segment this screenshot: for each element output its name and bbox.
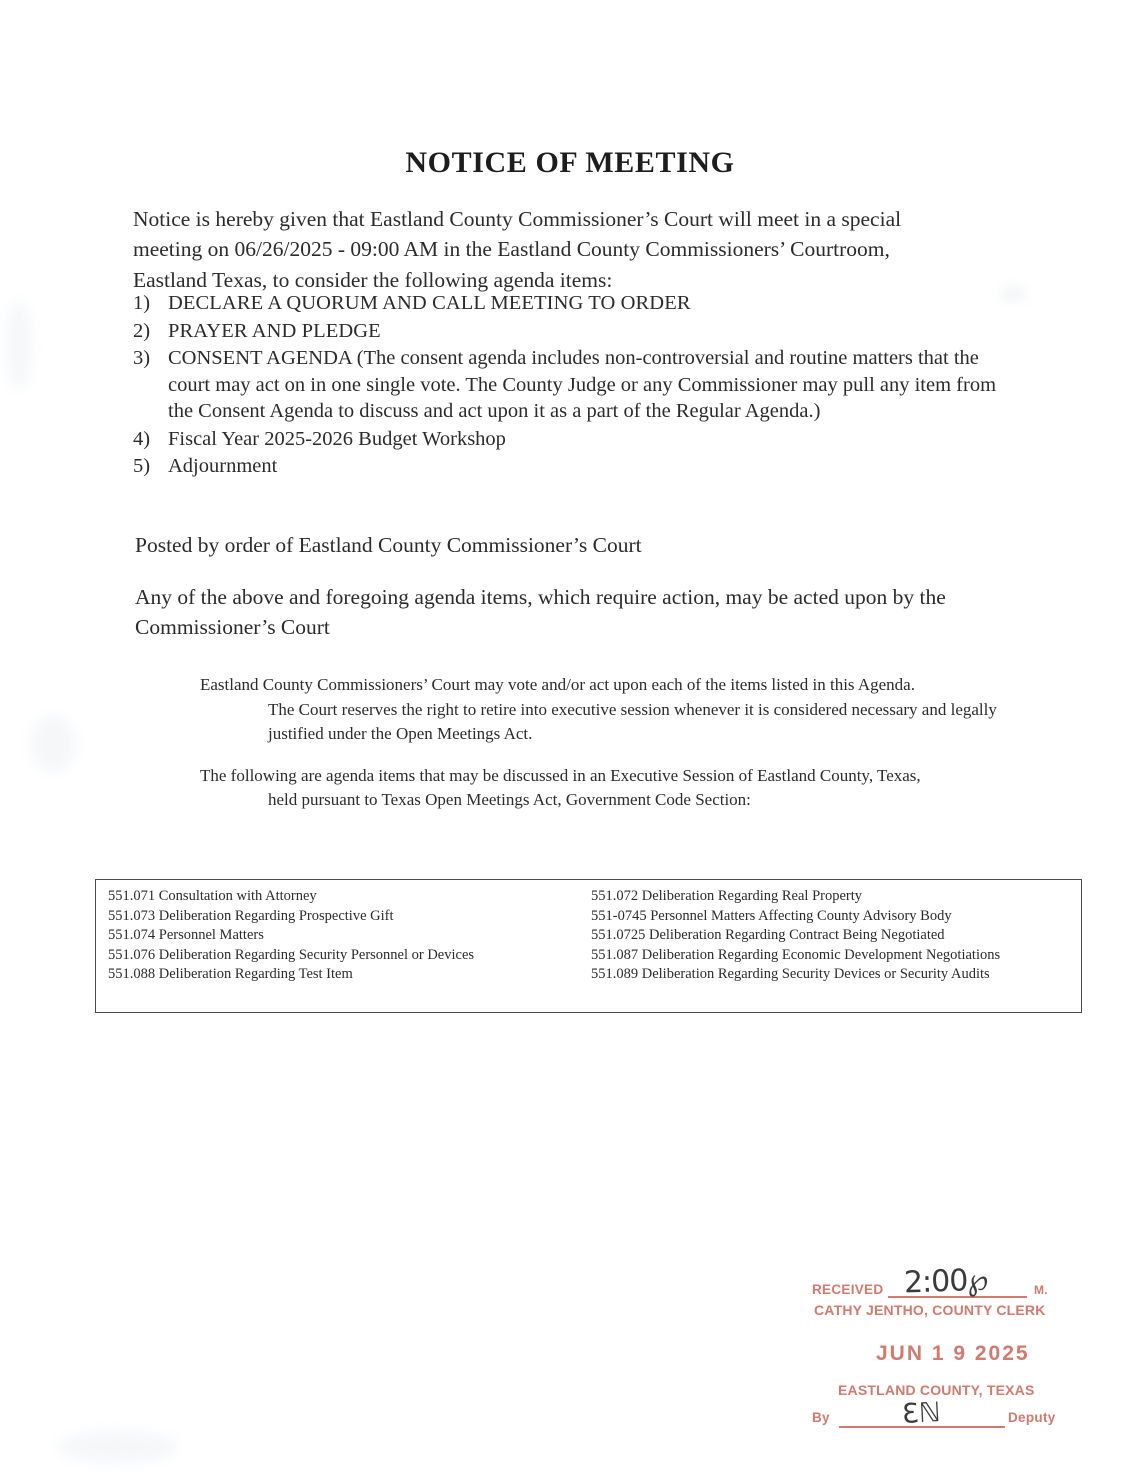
agenda-item <box>133 345 1013 425</box>
agenda-item-text: CONSENT AGENDA (The consent agenda includes non-controversial and routine matters that the court may act on in one single vote. The County Judge or any Commissioner may pull any item from the Consent Agenda to discuss and act upon it as a part of the Regular Agenda.) <box>168 347 997 422</box>
executive-session-lead-1: Eastland County Commissioners’ Court may vote and/or act upon each of the items listed in this Agenda. <box>200 675 915 694</box>
stamp-deputy-row <box>812 1397 1080 1432</box>
received-stamp <box>812 1262 1080 1430</box>
agenda-list <box>133 290 1013 481</box>
posted-by-line: Posted by order of Eastland County Commissioner’s Court <box>135 532 642 557</box>
agenda-item-number: 3) <box>133 347 151 369</box>
stamp-received-row <box>812 1262 1080 1301</box>
agenda-item-number: 2) <box>133 319 151 342</box>
statute-column-left <box>108 887 591 985</box>
statute-line: 551.087 Deliberation Regarding Economic Development Negotiations <box>591 946 1001 963</box>
handwritten-initials: Ɛℕ <box>901 1397 942 1430</box>
statute-line: 551.074 Personnel Matters <box>108 927 264 943</box>
stamp-deputy-label: Deputy <box>1008 1410 1056 1425</box>
statute-line: 551.088 Deliberation Regarding Test Item <box>108 966 353 982</box>
executive-session-rest-2: held pursuant to Texas Open Meetings Act, Government Code Section: <box>268 790 751 809</box>
agenda-item <box>133 290 1013 317</box>
agenda-item-text: Fiscal Year 2025-2026 Budget Workshop <box>168 427 506 450</box>
stamp-received-label: RECEIVED <box>812 1282 884 1297</box>
statute-line: 551-0745 Personnel Matters Affecting County Advisory Body <box>591 907 952 924</box>
agenda-item-number: 5) <box>133 455 151 477</box>
stamp-by-label: By <box>812 1410 830 1425</box>
executive-session-lead-2: The following are agenda items that may be discussed in an Executive Session of Eastland County, Texas, <box>200 765 921 785</box>
agenda-item-number: 4) <box>133 427 151 450</box>
stamp-clerk-name: CATHY JENTHO, COUNTY CLERK <box>814 1302 1046 1318</box>
agenda-item-text: DECLARE A QUORUM AND CALL MEETING TO ORDER <box>168 292 691 314</box>
agenda-item <box>133 318 1013 345</box>
agenda-item <box>133 453 1013 480</box>
handwritten-time: 2:00℘ <box>903 1262 988 1301</box>
action-note-paragraph: Any of the above and foregoing agenda items, which require action, may be acted upon by the Commissioner’s Court <box>135 584 946 639</box>
scan-artifact <box>30 715 76 773</box>
executive-session-paragraph <box>200 764 1010 813</box>
agenda-item-number: 1) <box>133 292 151 314</box>
scan-artifact <box>6 300 32 390</box>
agenda-item <box>133 426 1013 453</box>
statute-line: 551.073 Deliberation Regarding Prospective Gift <box>108 907 394 924</box>
statute-line: 551.072 Deliberation Regarding Real Property <box>591 888 863 904</box>
statute-line: 551.089 Deliberation Regarding Security Devices or Security Audits <box>591 966 990 982</box>
intro-paragraph: Notice is hereby given that Eastland County Commissioner’s Court will meet in a special meeting on 06/26/2025 - 09:00 AM in the Eastland County Commissioners’ Courtroom, Eastland Texas, to consider the following agenda items: <box>133 206 902 292</box>
statute-column-right <box>591 887 1075 985</box>
stamp-county-line: EASTLAND COUNTY, TEXAS <box>838 1382 1035 1398</box>
stamp-m-suffix: M. <box>1034 1283 1048 1297</box>
scan-artifact <box>58 1430 178 1464</box>
statute-line: 551.076 Deliberation Regarding Security Personnel or Devices <box>108 946 475 963</box>
agenda-item-text: PRAYER AND PLEDGE <box>168 319 381 342</box>
agenda-item-text: Adjournment <box>168 455 278 477</box>
statute-line: 551.0725 Deliberation Regarding Contract Being Negotiated <box>591 927 945 943</box>
executive-session-rest-1: The Court reserves the right to retire into executive session whenever it is considered necessary and legally justified under the Open Meetings Act. <box>268 699 997 743</box>
statute-columns <box>108 887 1075 985</box>
stamp-date: JUN 1 9 2025 <box>876 1342 1030 1365</box>
statute-reference-box <box>95 879 1082 1013</box>
statute-line: 551.071 Consultation with Attorney <box>108 888 317 904</box>
executive-session-block <box>200 656 1010 830</box>
executive-session-paragraph <box>200 673 1010 747</box>
page-title: NOTICE OF MEETING <box>405 146 735 180</box>
